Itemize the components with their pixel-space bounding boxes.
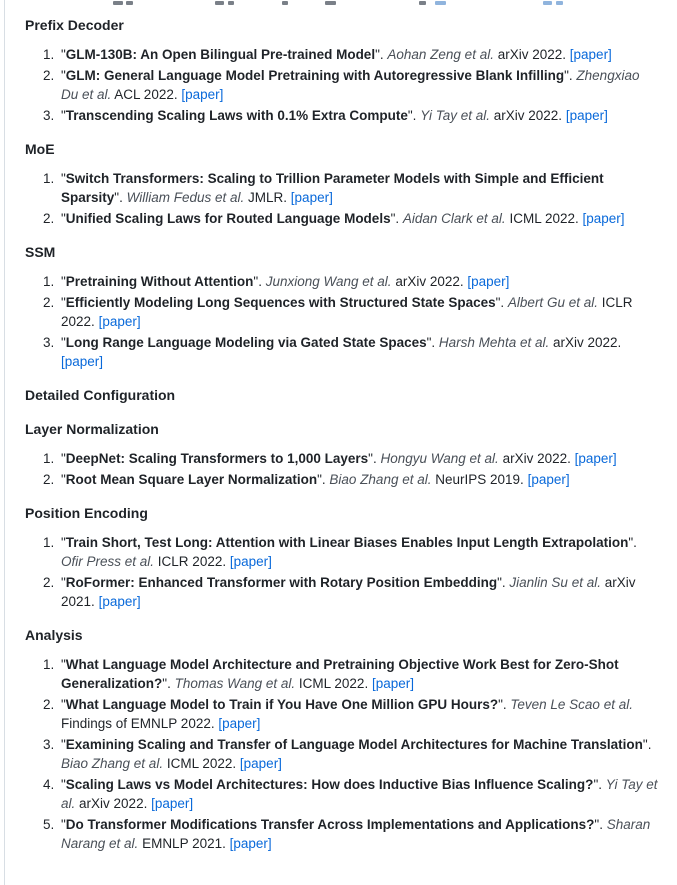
paper-ordered-list (25, 533, 659, 611)
paper-list-item (58, 66, 659, 104)
paper-link[interactable]: [paper] (98, 314, 141, 329)
paper-list-item (58, 655, 659, 693)
paper-title: What Language Model Architecture and Pretraining Objective Work Best for Zero-Shot Generalization? (61, 657, 619, 691)
paper-ordered-list (25, 272, 659, 371)
title-close-punct: ". (564, 68, 577, 83)
title-open-quote: " (61, 274, 66, 289)
paper-venue: Findings of EMNLP 2022. (61, 716, 215, 731)
section-heading: MoE (25, 141, 55, 157)
clipped-text-fragment (228, 1, 234, 5)
title-close-punct: ". (497, 575, 510, 590)
paper-authors: Jianlin Su et al. (509, 575, 601, 590)
paper-list-content (25, 15, 659, 853)
title-open-quote: " (61, 535, 66, 550)
paper-section (25, 419, 659, 489)
paper-list-item (58, 45, 659, 64)
document-page (4, 0, 677, 885)
paper-authors: William Fedus et al. (126, 190, 245, 205)
paper-venue: arXiv 2022. (493, 108, 563, 123)
title-close-punct: ". (495, 295, 508, 310)
paper-list-item (58, 573, 659, 611)
paper-authors: Yi Tay et al. (420, 108, 490, 123)
paper-title: DeepNet: Scaling Transformers to 1,000 Layers (65, 451, 369, 466)
paper-title: Train Short, Test Long: Attention with Linear Biases Enables Input Length Extrapolation (65, 535, 629, 550)
title-open-quote: " (61, 657, 66, 672)
title-open-quote: " (61, 737, 66, 752)
paper-authors: Aidan Clark et al. (402, 211, 506, 226)
paper-section (25, 242, 659, 371)
title-close-punct: ". (594, 817, 607, 832)
title-close-punct: ". (407, 108, 421, 123)
paper-link[interactable]: [paper] (582, 211, 625, 226)
paper-list-item (58, 695, 659, 733)
paper-section (25, 503, 659, 611)
paper-ordered-list (25, 45, 659, 125)
paper-link[interactable]: [paper] (98, 594, 141, 609)
paper-title: Scaling Laws vs Model Architectures: How does Inductive Bias Influence Scaling? (65, 777, 594, 792)
paper-list-item (58, 106, 659, 125)
paper-list-item (58, 209, 659, 228)
title-close-punct: ". (642, 737, 652, 752)
paper-venue: ICML 2022. (166, 756, 237, 771)
title-open-quote: " (61, 817, 66, 832)
section-heading: Layer Normalization (25, 421, 159, 437)
clipped-text-fragment (282, 1, 288, 5)
paper-list-item (58, 470, 659, 489)
title-open-quote: " (61, 47, 66, 62)
title-close-punct: ". (593, 777, 606, 792)
paper-authors: Harsh Mehta et al. (438, 335, 550, 350)
paper-list-item (58, 815, 659, 853)
paper-list-item (58, 293, 659, 331)
paper-title: What Language Model to Train if You Have One Million GPU Hours? (65, 697, 499, 712)
paper-title: Examining Scaling and Transfer of Language Model Architectures for Machine Translation (65, 737, 643, 752)
title-open-quote: " (61, 211, 66, 226)
paper-list-item (58, 775, 659, 813)
paper-venue: arXiv 2022. (553, 335, 622, 350)
paper-section (25, 139, 659, 228)
paper-authors: Sharan Narang et al. (61, 817, 651, 851)
title-close-punct: ". (498, 697, 511, 712)
clipped-text-fragment (215, 1, 224, 5)
paper-authors: Albert Gu et al. (507, 295, 598, 310)
title-open-quote: " (61, 335, 66, 350)
paper-venue: arXiv 2022. (395, 274, 464, 289)
paper-title: Do Transformer Modifications Transfer Across Implementations and Applications? (65, 817, 595, 832)
paper-title: Pretraining Without Attention (65, 274, 254, 289)
paper-venue: ICLR 2022. (61, 295, 633, 329)
title-open-quote: " (61, 697, 66, 712)
title-open-quote: " (61, 777, 66, 792)
paper-authors: Junxiong Wang et al. (265, 274, 392, 289)
title-open-quote: " (61, 108, 66, 123)
section-heading: Prefix Decoder (25, 17, 124, 33)
paper-authors: Zhengxiao Du et al. (61, 68, 640, 102)
paper-title: Switch Transformers: Scaling to Trillion Parameter Models with Simple and Efficient Sparsity (61, 171, 604, 205)
title-open-quote: " (61, 171, 66, 186)
paper-ordered-list (25, 169, 659, 228)
paper-authors: Aohan Zeng et al. (387, 47, 494, 62)
title-open-quote: " (61, 575, 66, 590)
paper-section (25, 385, 659, 405)
paper-link[interactable]: [paper] (151, 796, 194, 811)
paper-ordered-list (25, 449, 659, 489)
paper-venue: EMNLP 2021. (142, 836, 226, 851)
paper-section (25, 15, 659, 125)
paper-authors: Ofir Press et al. (61, 554, 155, 569)
paper-title: RoFormer: Enhanced Transformer with Rotary Position Embedding (65, 575, 498, 590)
paper-link[interactable]: [paper] (239, 756, 282, 771)
paper-ordered-list (25, 655, 659, 853)
section-heading: Detailed Configuration (25, 387, 176, 403)
section-heading: Position Encoding (25, 505, 148, 521)
paper-list-item (58, 169, 659, 207)
title-open-quote: " (61, 295, 66, 310)
clipped-text-fragment (126, 1, 133, 5)
paper-venue: JMLR. (248, 190, 288, 205)
paper-section (25, 625, 659, 853)
title-close-punct: ". (114, 190, 127, 205)
paper-authors: Biao Zhang et al. (61, 756, 164, 771)
section-heading: SSM (25, 244, 56, 260)
title-close-punct: ". (368, 451, 381, 466)
clipped-text-fragment (419, 1, 426, 5)
paper-link[interactable]: [paper] (574, 451, 617, 466)
clipped-previous-line (25, 0, 659, 7)
paper-list-item (58, 272, 659, 291)
title-close-punct: ". (390, 211, 403, 226)
paper-authors: Hongyu Wang et al. (380, 451, 499, 466)
paper-link[interactable]: [paper] (61, 354, 104, 369)
title-close-punct: ". (253, 274, 266, 289)
paper-authors: Thomas Wang et al. (174, 676, 296, 691)
title-close-punct: ". (317, 472, 330, 487)
clipped-text-fragment (435, 1, 446, 5)
paper-venue: arXiv 2021. (61, 575, 636, 609)
title-open-quote: " (61, 472, 66, 487)
paper-venue: ICML 2022. (509, 211, 579, 226)
paper-title: Unified Scaling Laws for Routed Language Models (65, 211, 391, 226)
title-close-punct: ". (426, 335, 439, 350)
paper-list-item (58, 735, 659, 773)
paper-link[interactable]: [paper] (290, 190, 333, 205)
paper-venue: arXiv 2022. (502, 451, 571, 466)
title-close-punct: ". (375, 47, 388, 62)
paper-link[interactable]: [paper] (565, 108, 608, 123)
title-open-quote: " (61, 451, 66, 466)
paper-link[interactable]: [paper] (181, 87, 224, 102)
paper-link[interactable]: [paper] (218, 716, 261, 731)
paper-authors: Yi Tay et al. (61, 777, 658, 811)
paper-title: Long Range Language Modeling via Gated State Spaces (65, 335, 427, 350)
paper-title: GLM: General Language Model Pretraining with Autoregressive Blank Infilling (65, 68, 565, 83)
paper-venue: ICLR 2022. (157, 554, 227, 569)
clipped-text-fragment (543, 1, 552, 5)
paper-link[interactable]: [paper] (467, 274, 510, 289)
title-close-punct: ". (162, 676, 175, 691)
paper-venue: arXiv 2022. (497, 47, 567, 62)
clipped-text-fragment (113, 1, 123, 5)
paper-link[interactable]: [paper] (371, 676, 414, 691)
clipped-text-fragment (325, 1, 336, 5)
paper-list-item (58, 333, 659, 371)
paper-venue: arXiv 2022. (79, 796, 148, 811)
paper-link[interactable]: [paper] (527, 472, 570, 487)
paper-authors: Teven Le Scao et al. (510, 697, 633, 712)
section-heading: Analysis (25, 627, 83, 643)
paper-link[interactable]: [paper] (229, 836, 272, 851)
paper-title: GLM-130B: An Open Bilingual Pre-trained Model (65, 47, 376, 62)
title-close-punct: ". (628, 535, 637, 550)
paper-venue: ACL 2022. (114, 87, 178, 102)
paper-authors: Biao Zhang et al. (329, 472, 432, 487)
paper-venue: ICML 2022. (298, 676, 369, 691)
paper-link[interactable]: [paper] (569, 47, 612, 62)
paper-link[interactable]: [paper] (229, 554, 272, 569)
clipped-text-fragment (556, 1, 563, 5)
paper-list-item (58, 449, 659, 468)
paper-title: Transcending Scaling Laws with 0.1% Extra Compute (65, 108, 408, 123)
paper-title: Root Mean Square Layer Normalization (65, 472, 318, 487)
paper-venue: NeurIPS 2019. (435, 472, 524, 487)
paper-list-item (58, 533, 659, 571)
title-open-quote: " (61, 68, 66, 83)
paper-title: Efficiently Modeling Long Sequences with Structured State Spaces (65, 295, 496, 310)
